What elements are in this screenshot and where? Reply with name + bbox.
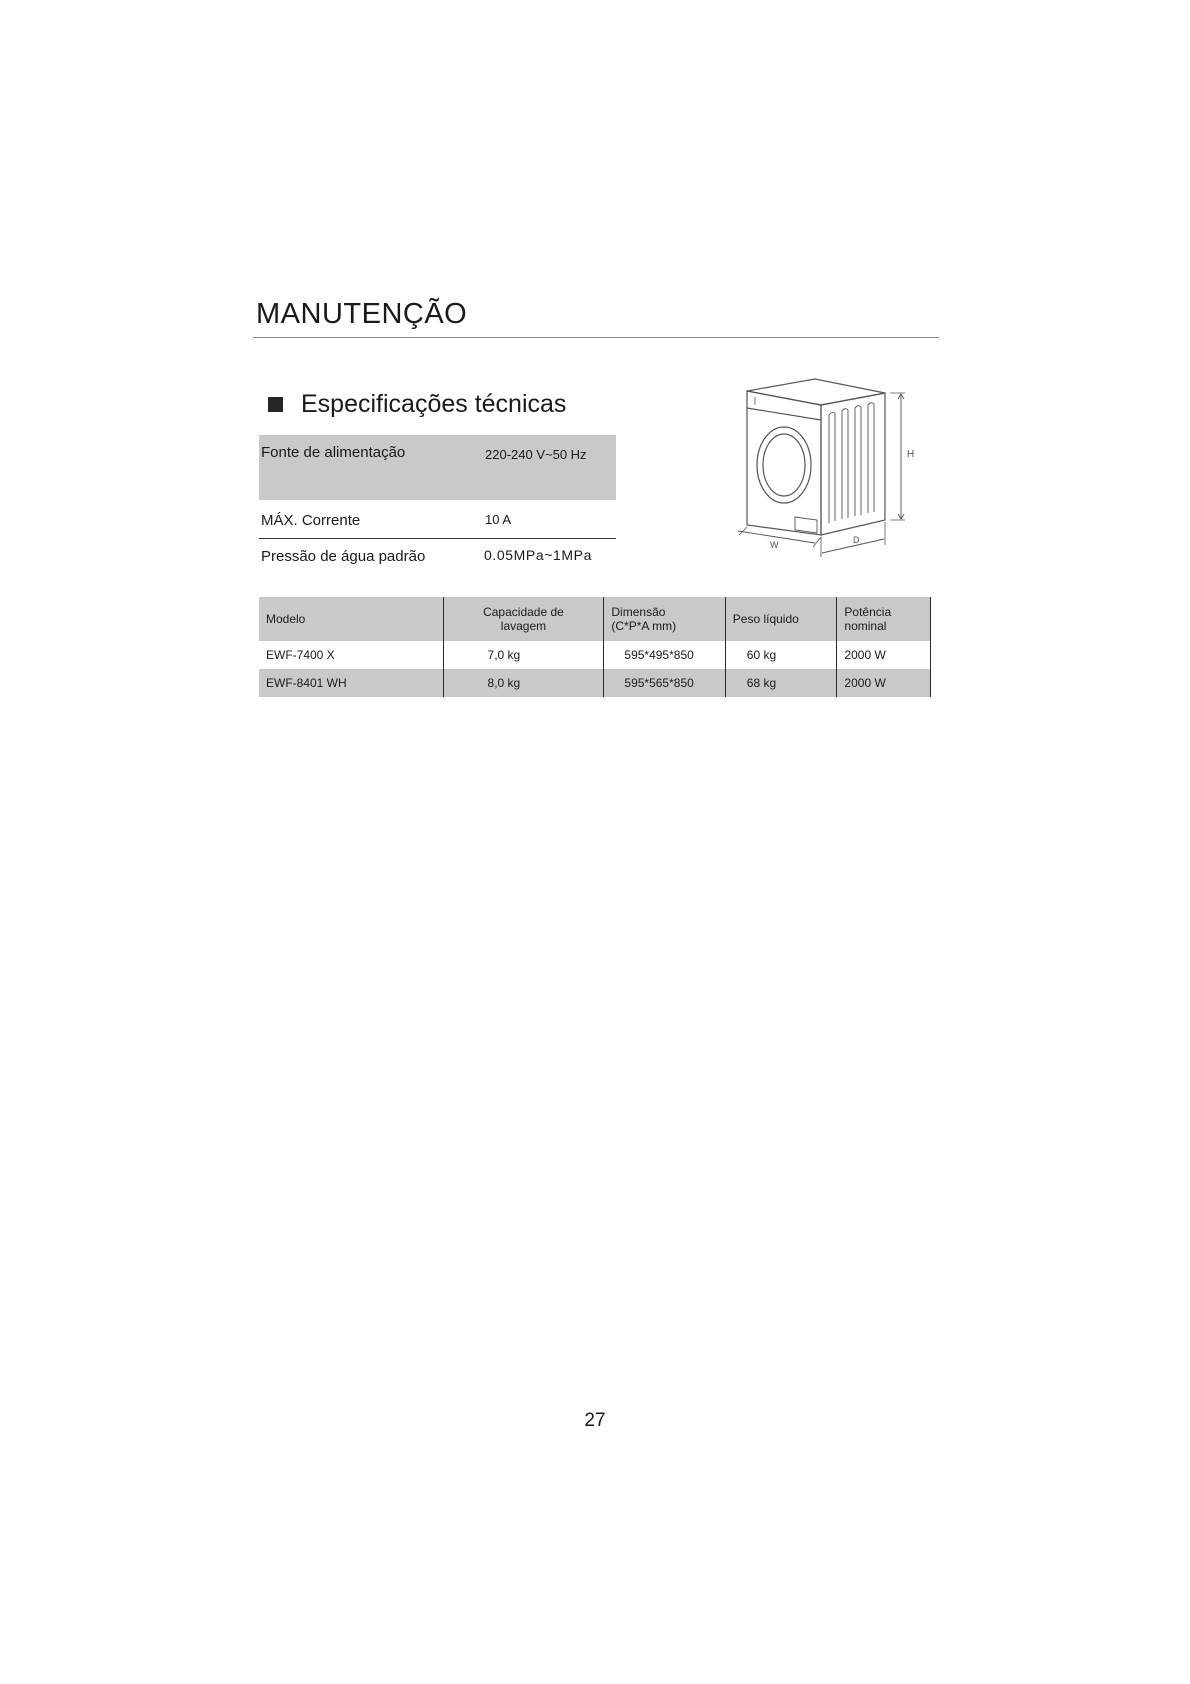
cell-model: EWF-7400 X xyxy=(266,648,335,662)
header-capacity-line2: lavagem xyxy=(500,619,547,633)
spec-row-power xyxy=(259,435,616,500)
spec-row-pressure xyxy=(259,539,616,571)
header-dimension-line1: Dimensão xyxy=(611,605,666,619)
table-row xyxy=(259,669,931,697)
header-capacity-line1: Capacidade de xyxy=(483,605,564,619)
header-power-line1: Potência xyxy=(844,605,892,619)
header-weight: Peso líquido xyxy=(725,597,837,641)
section-heading-text: Especificações técnicas xyxy=(301,390,567,418)
cell-weight: 68 kg xyxy=(725,669,837,697)
header-capacity xyxy=(443,597,604,641)
spec-row-current xyxy=(259,500,616,539)
table-header-row xyxy=(259,597,931,641)
washing-machine-dimension-diagram xyxy=(725,375,915,565)
spec-value: 10 A xyxy=(485,512,512,527)
spec-value: 220-240 V~50 Hz xyxy=(485,447,587,462)
header-dimension xyxy=(604,597,725,641)
cell-power: 2000 W xyxy=(837,669,931,697)
title-divider xyxy=(253,337,939,338)
cell-power: 2000 W xyxy=(837,641,931,669)
header-model: Modelo xyxy=(266,612,306,626)
header-power-line2: nominal xyxy=(844,619,887,633)
page-number: 27 xyxy=(584,1410,606,1431)
spec-table xyxy=(259,435,616,571)
cell-model: EWF-8401 WH xyxy=(266,676,347,690)
square-bullet-icon xyxy=(268,397,283,412)
spec-label: Fonte de alimentação xyxy=(261,444,406,461)
table-row xyxy=(259,641,931,669)
page-title: MANUTENÇÃO xyxy=(256,298,468,330)
spec-label: Pressão de água padrão xyxy=(261,548,426,565)
cell-dimension: 595*565*850 xyxy=(604,669,725,697)
depth-label: D xyxy=(853,535,860,545)
header-power xyxy=(837,597,931,641)
header-dimension-line2: (C*P*A mm) xyxy=(611,619,677,633)
cell-capacity: 7,0 kg xyxy=(443,641,604,669)
cell-weight: 60 kg xyxy=(725,641,837,669)
cell-dimension: 595*495*850 xyxy=(604,641,725,669)
width-label: W xyxy=(770,540,779,550)
height-label: H xyxy=(907,449,915,460)
section-heading xyxy=(268,390,566,419)
model-spec-table xyxy=(259,597,931,697)
cell-capacity: 8,0 kg xyxy=(443,669,604,697)
spec-value: 0.05MPa~1MPa xyxy=(484,547,592,563)
spec-label: MÁX. Corrente xyxy=(261,512,361,529)
